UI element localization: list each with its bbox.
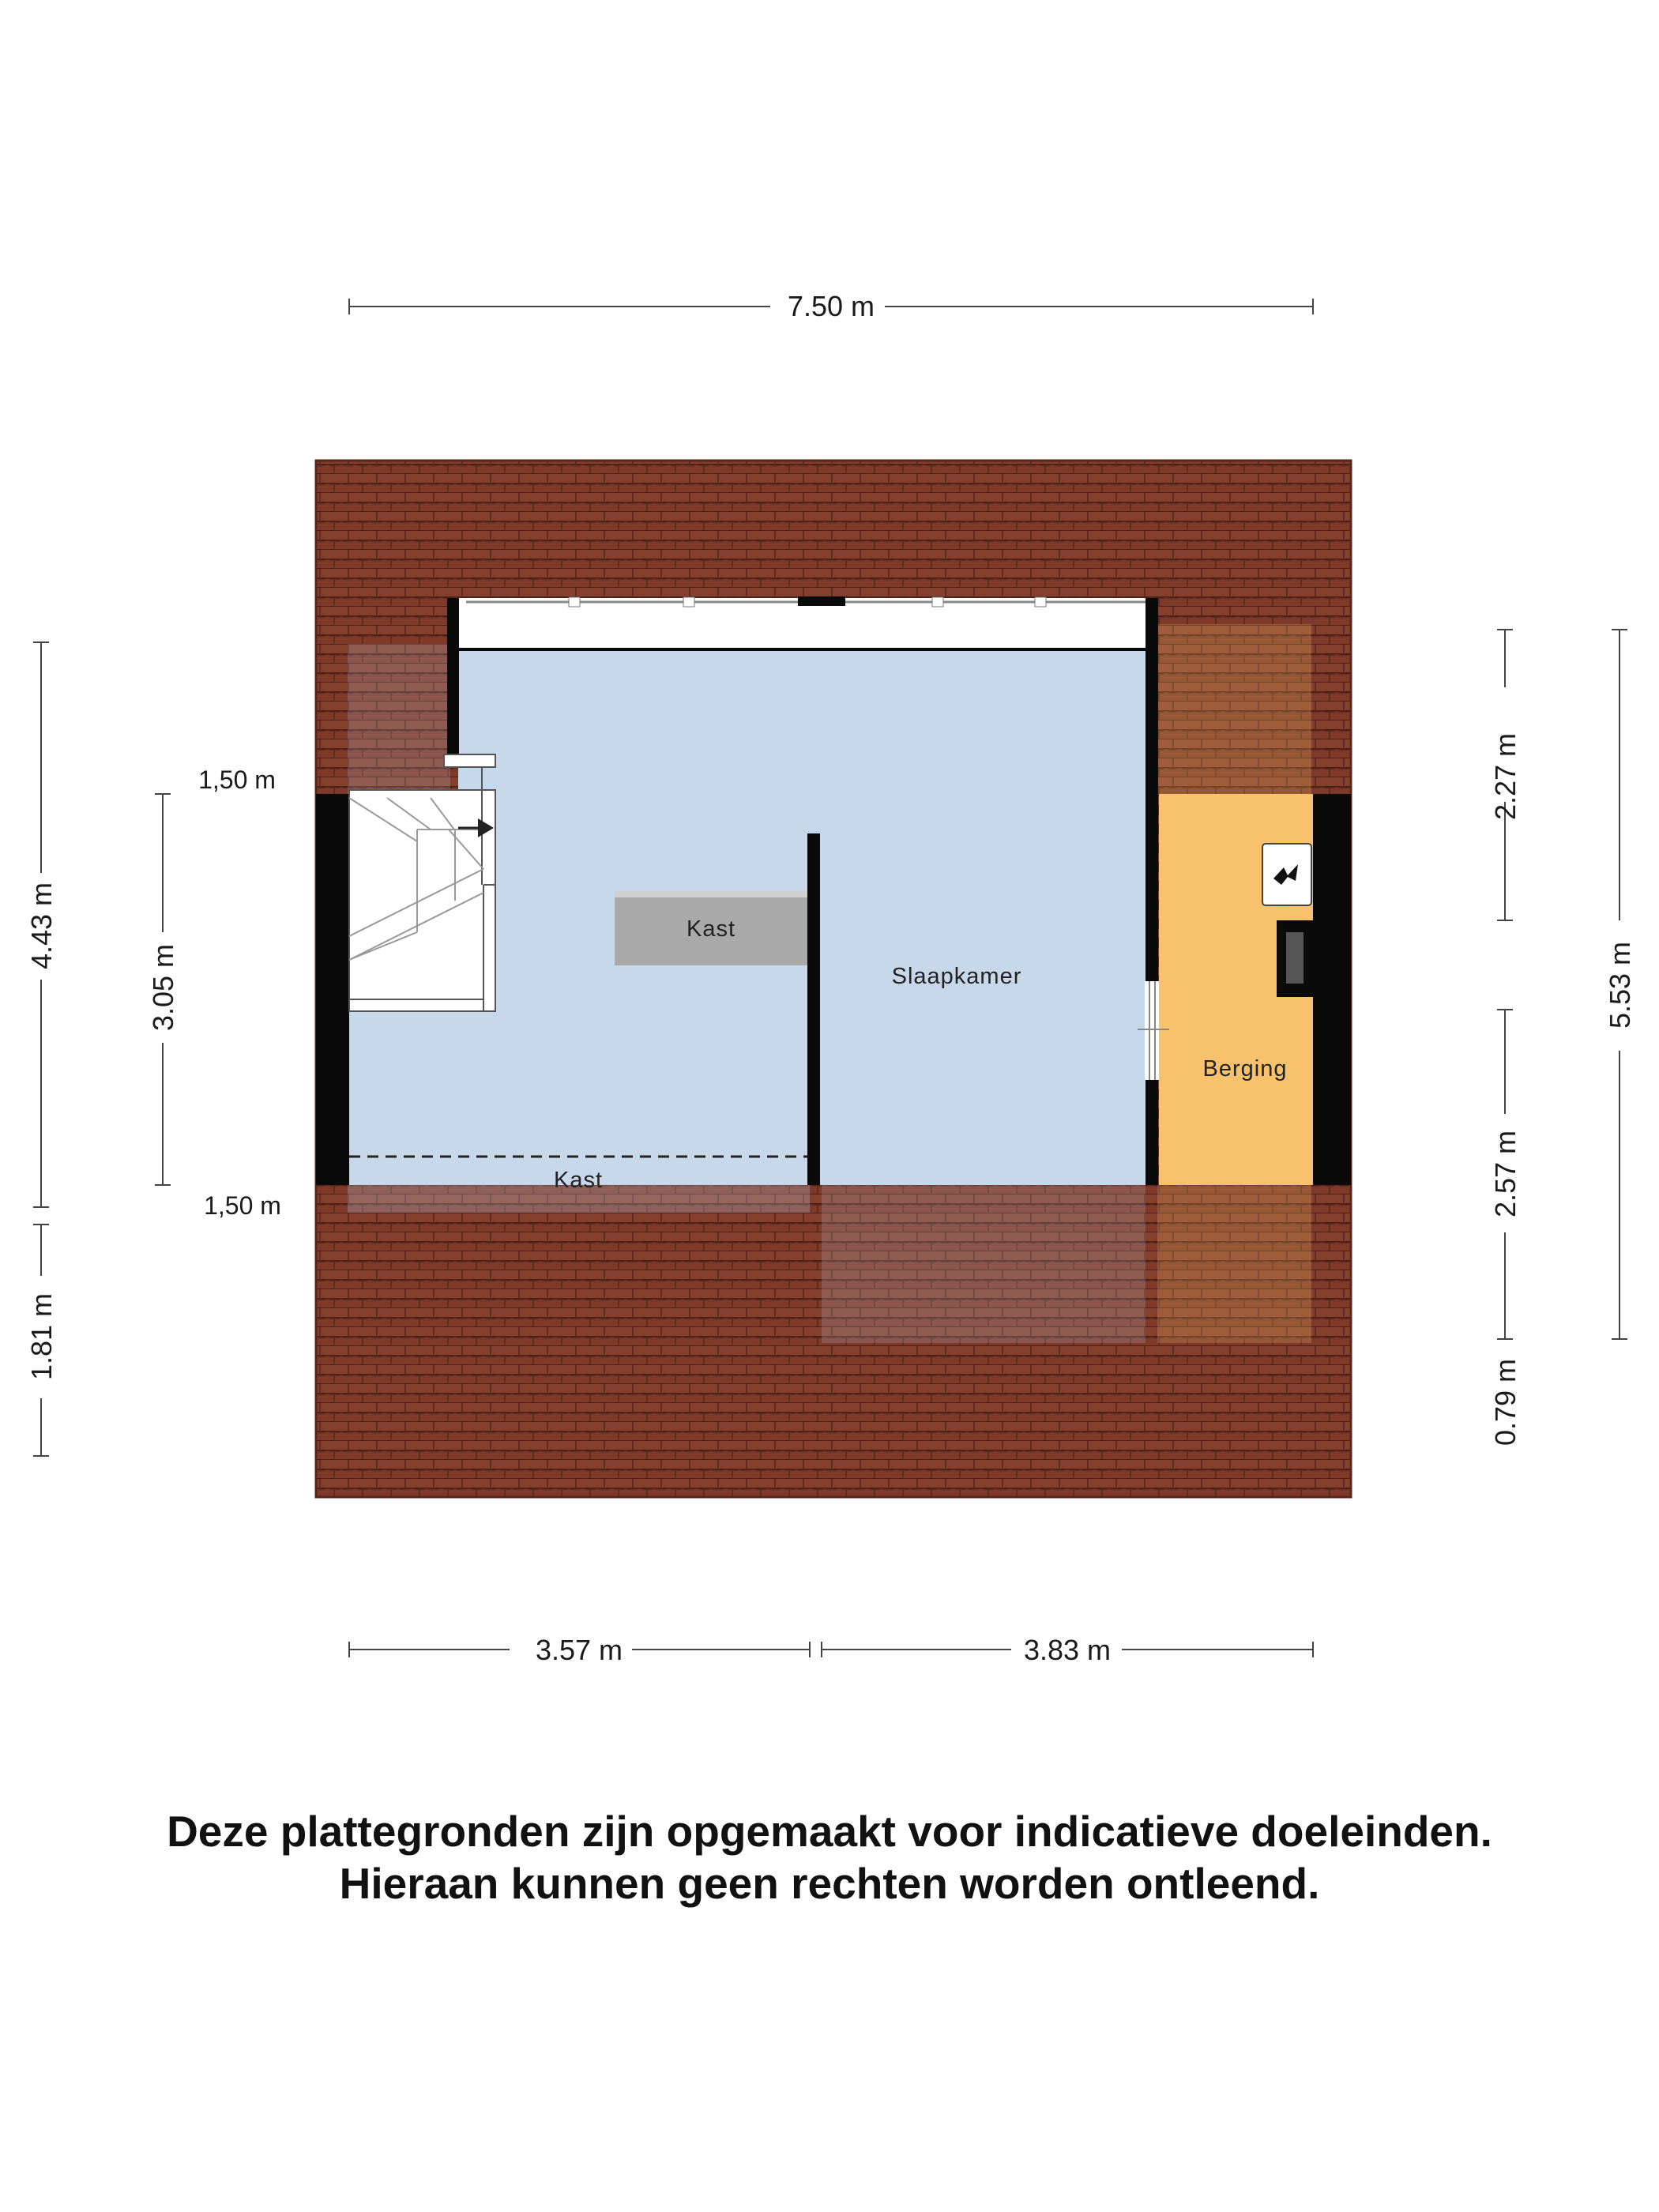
disclaimer-line-1: Deze plattegronden zijn opgemaakt voor indicatieve doeleinden. — [167, 1807, 1492, 1856]
disclaimer-line-2: Hieraan kunnen geen rechten worden ontleend. — [339, 1859, 1320, 1908]
stairs-icon — [349, 754, 495, 1011]
room-label-kast-top: Kast — [686, 916, 736, 942]
dim-right-inner-bottom: 0.79 m — [1489, 1358, 1522, 1446]
dim-right-inner-mid: 2.57 m — [1489, 1130, 1522, 1218]
dim-height-top: 1,50 m — [198, 766, 276, 794]
dim-left-outer-top: 4.43 m — [25, 882, 58, 970]
room-label-kast-bottom: Kast — [553, 1168, 604, 1193]
dim-left-outer-bottom: 1.81 m — [25, 1292, 58, 1381]
dim-right-outer: 5.53 m — [1604, 941, 1636, 1029]
dim-top-total: 7.50 m — [787, 290, 875, 322]
disclaimer — [0, 1805, 1659, 1909]
dim-bottom-left: 3.57 m — [535, 1634, 623, 1666]
window-icon — [458, 596, 1146, 649]
dim-height-bottom: 1,50 m — [204, 1191, 281, 1220]
dim-bottom-right: 3.83 m — [1023, 1634, 1112, 1666]
dim-left-inner: 3.05 m — [147, 943, 179, 1032]
room-label-slaapkamer: Slaapkamer — [891, 964, 1022, 989]
dim-right-inner-top: 2.27 m — [1489, 732, 1522, 821]
room-label-berging: Berging — [1202, 1056, 1288, 1082]
